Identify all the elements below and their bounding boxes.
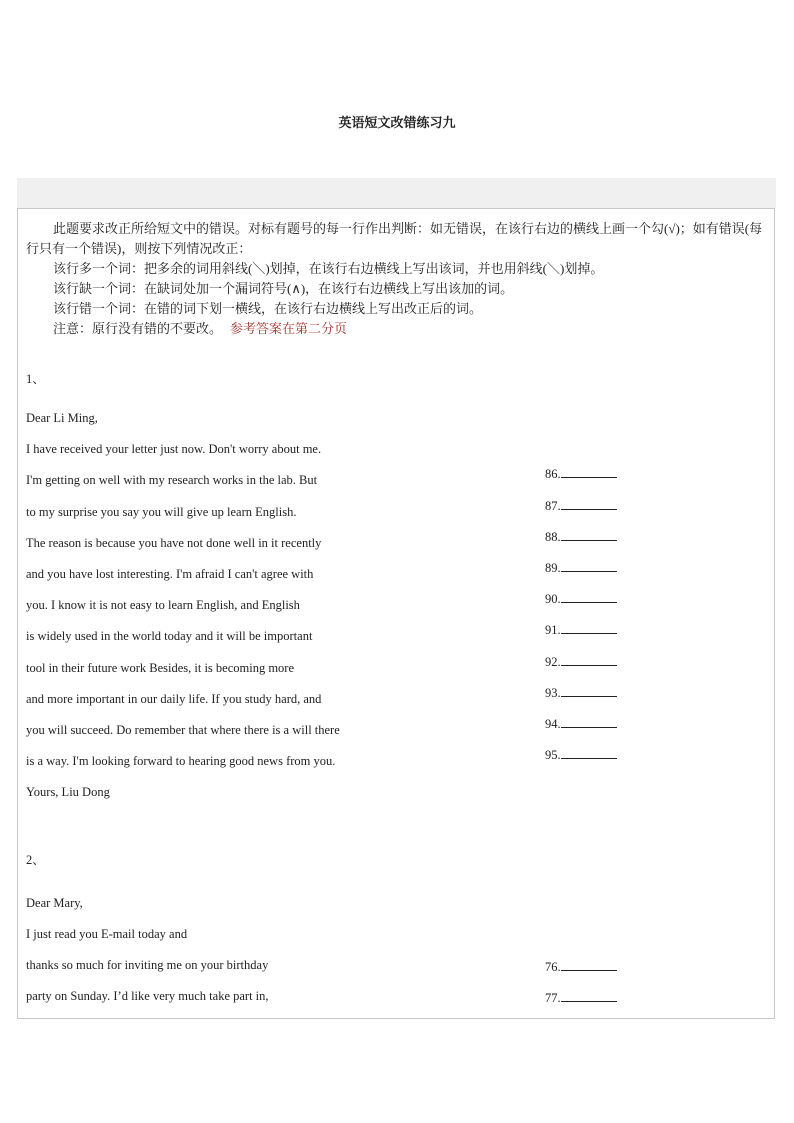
question-number: 2、 xyxy=(26,853,45,867)
blank-number: 89. xyxy=(545,561,561,575)
passage-line: and you have lost interesting. I'm afraid I can't agree with xyxy=(26,567,314,581)
answer-blank[interactable] xyxy=(545,746,617,763)
answer-line[interactable] xyxy=(561,989,617,1002)
passage-line: tool in their future work Besides, it is becoming more xyxy=(26,661,295,675)
blank-number: 91. xyxy=(545,623,561,637)
passage-line: is widely used in the world today and it will be important xyxy=(26,629,313,643)
answer-line[interactable] xyxy=(561,746,617,759)
question-number: 1、 xyxy=(26,372,45,386)
blank-number: 94. xyxy=(545,717,561,731)
exercise-frame xyxy=(17,208,775,1019)
answer-line[interactable] xyxy=(561,684,617,697)
answer-blank[interactable] xyxy=(545,590,617,607)
answer-line[interactable] xyxy=(561,465,617,478)
answer-line[interactable] xyxy=(561,715,617,728)
blank-number: 86. xyxy=(545,467,561,481)
passage-line: I just read you E-mail today and xyxy=(26,927,188,941)
passage-line: I'm getting on well with my research works in the lab. But xyxy=(26,473,318,487)
answer-blank[interactable] xyxy=(545,684,617,701)
header-bar xyxy=(17,178,776,208)
blank-number: 77. xyxy=(545,991,561,1005)
passage-line: party on Sunday. I’d like very much take part in, xyxy=(26,989,269,1003)
blank-number: 90. xyxy=(545,592,561,606)
answer-blank[interactable] xyxy=(545,621,617,638)
blank-number: 95. xyxy=(545,748,561,762)
answer-line[interactable] xyxy=(561,958,617,971)
blank-number: 93. xyxy=(545,686,561,700)
answer-line[interactable] xyxy=(561,528,617,541)
instruction-note xyxy=(26,319,768,339)
answer-blank[interactable] xyxy=(545,715,617,732)
passage-line: is a way. I'm looking forward to hearing good news from you. xyxy=(26,754,336,768)
instruction-missing-word: 该行缺一个词：在缺词处加一个漏词符号(∧)，在该行右边横线上写出该加的词。 xyxy=(53,281,514,296)
answer-blank[interactable] xyxy=(545,958,617,975)
blank-number: 88. xyxy=(545,530,561,544)
instructions xyxy=(26,219,768,339)
answer-link[interactable]: 参考答案在第二分页 xyxy=(230,321,348,336)
answer-line[interactable] xyxy=(561,559,617,572)
answer-line[interactable] xyxy=(561,590,617,603)
blank-number: 76. xyxy=(545,960,561,974)
answer-blank[interactable] xyxy=(545,989,617,1006)
page-title: 英语短文改错练习九 xyxy=(338,115,456,130)
blank-number: 87. xyxy=(545,499,561,513)
passage-line: I have received your letter just now. Don't worry about me. xyxy=(26,442,322,456)
blank-number: 92. xyxy=(545,655,561,669)
answer-blank[interactable] xyxy=(545,653,617,670)
answer-blank[interactable] xyxy=(545,528,617,545)
instruction-extra-word: 该行多一个词：把多余的词用斜线(＼)划掉，在该行右边横线上写出该词，并也用斜线(＼)划掉。 xyxy=(53,261,604,276)
letter-greeting: Dear Mary, xyxy=(26,896,83,910)
answer-blank[interactable] xyxy=(545,497,617,514)
answer-line[interactable] xyxy=(561,621,617,634)
passage-line: The reason is because you have not done well in it recently xyxy=(26,536,322,550)
answer-blank[interactable] xyxy=(545,559,617,576)
answer-blank[interactable] xyxy=(545,465,617,482)
passage-line: you. I know it is not easy to learn English, and English xyxy=(26,598,300,612)
instruction-intro: 此题要求改正所给短文中的错误。对标有题号的每一行作出判断：如无错误，在该行右边的横线上画一个勾(√)；如有错误(每行只有一个错误)，则按下列情况改正： xyxy=(26,221,763,256)
passage-line: you will succeed. Do remember that where there is a will there xyxy=(26,723,340,737)
passage-line: to my surprise you say you will give up learn English. xyxy=(26,505,297,519)
passage-line: and more important in our daily life. If you study hard, and xyxy=(26,692,322,706)
note-text: 注意：原行没有错的不要改。 xyxy=(53,321,223,336)
instruction-wrong-word: 该行错一个词：在错的词下划一横线，在该行右边横线上写出改正后的词。 xyxy=(53,301,483,316)
letter-greeting: Dear Li Ming, xyxy=(26,411,98,425)
answer-line[interactable] xyxy=(561,653,617,666)
passage-line: thanks so much for inviting me on your birthday xyxy=(26,958,269,972)
letter-closing: Yours, Liu Dong xyxy=(26,785,110,799)
answer-line[interactable] xyxy=(561,497,617,510)
